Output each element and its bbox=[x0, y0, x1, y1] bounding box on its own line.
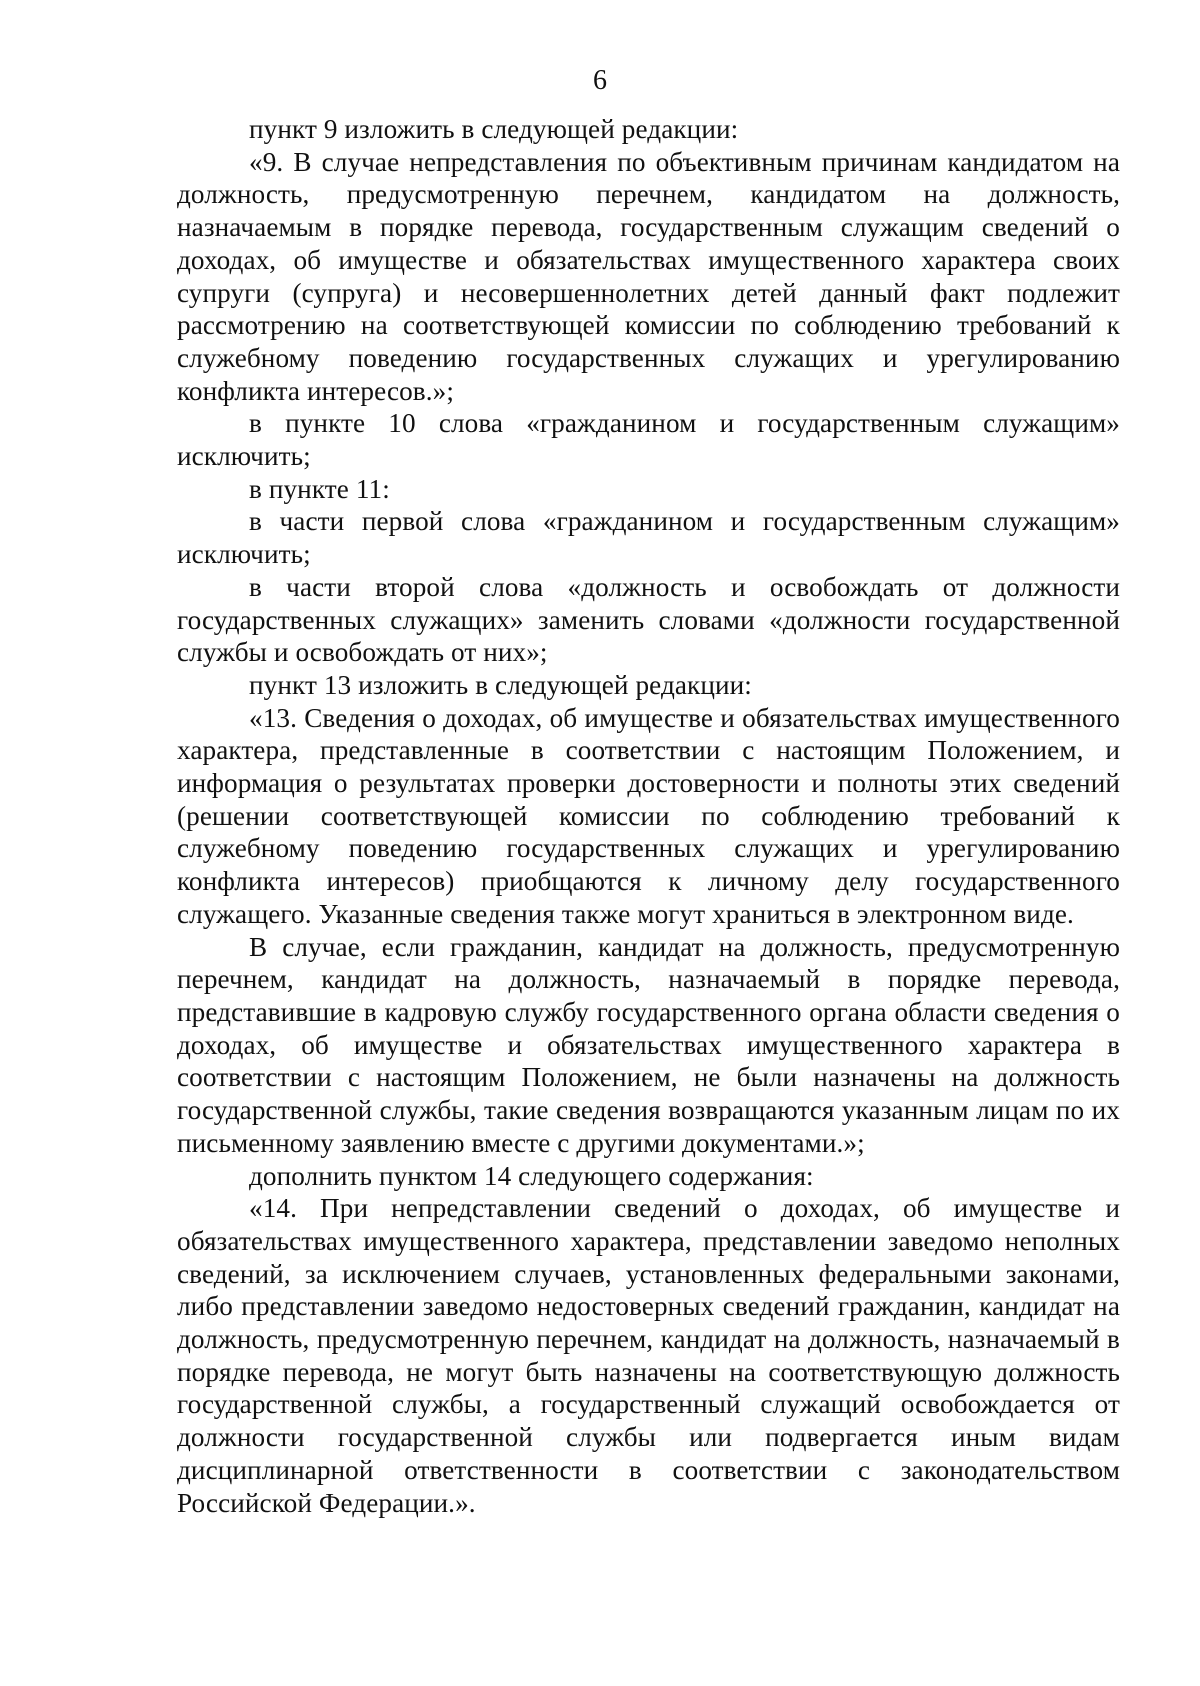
paragraph-amend-item-13-intro: пункт 13 изложить в следующей редакции: bbox=[249, 669, 752, 700]
paragraph-item-13-second-part: В случае, если гражданин, кандидат на должность, предусмотренную перечнем, кандидат на должность, назначаемый в порядке перевода, представившие в кадровую службу государственного органа области сведения о доходах, об имуществе и обязательствах имущественного характера в соответствии с настоящим Положением, не были назначены на должность государственной службы, такие сведения возвращаются указанным лицам по их письменному заявлению вместе с другими документами.»; bbox=[177, 931, 1120, 1158]
paragraph-item-14-text: «14. При непредставлении сведений о доходах, об имуществе и обязательствах имущественного характера, представлении заведомо неполных сведений, за исключением случаев, установленных федеральными законами, либо представлении заведомо недостоверных сведений гражданин, кандидат на должность, предусмотренную перечнем, кандидат на должность, назначаемый в порядке перевода, не могут быть назначены на соответствующую должность государственной службы, а государственный служащий освобождается от должности государственной службы или подвергается иным видам дисциплинарной ответственности в соответствии с законодательством Российской Федерации.». bbox=[177, 1193, 1120, 1518]
paragraph-item-9-text: «9. В случае непредставления по объективным причинам кандидатом на должность, предусмотренную перечнем, кандидатом на должность, назначаемым в порядке перевода, государственным служащим сведений о доходах, об имуществе и обязательствах имущественного характера своих супруги (супруга) и несовершеннолетних детей данный факт подлежит рассмотрению на соответствующей комиссии по соблюдению требований к служебному поведению государственных служащих и урегулированию конфликта интересов.»; bbox=[177, 146, 1120, 406]
paragraph-item-13-text: «13. Сведения о доходах, об имуществе и обязательствах имущественного характера, представленные в соответствии с настоящим Положением, и информация о результатах проверки достоверности и полноты этих сведений (решении соответствующей комиссии по соблюдению требований к служебному поведению государственных служащих и урегулированию конфликта интересов) приобщаются к личному делу государственного служащего. Указанные сведения также могут храниться в электронном виде. bbox=[177, 702, 1120, 929]
page-number: 6 bbox=[593, 65, 607, 96]
paragraph-add-item-14-intro: дополнить пунктом 14 следующего содержания: bbox=[249, 1160, 814, 1191]
paragraph-item-11-heading: в пункте 11: bbox=[249, 473, 390, 504]
paragraph-item-10-amendment: в пункте 10 слова «гражданином и государственным служащим» исключить; bbox=[177, 408, 1120, 472]
paragraph-amend-item-9-intro: пункт 9 изложить в следующей редакции: bbox=[249, 114, 739, 144]
document-body bbox=[177, 113, 1120, 1519]
paragraph-item-11-part-1: в части первой слова «гражданином и государственным служащим» исключить; bbox=[177, 506, 1120, 570]
paragraph-item-11-part-2: в части второй слова «должность и освобождать от должности государственных служащих» заменить словами «должности государственной службы и освобождать от них»; bbox=[177, 571, 1120, 668]
